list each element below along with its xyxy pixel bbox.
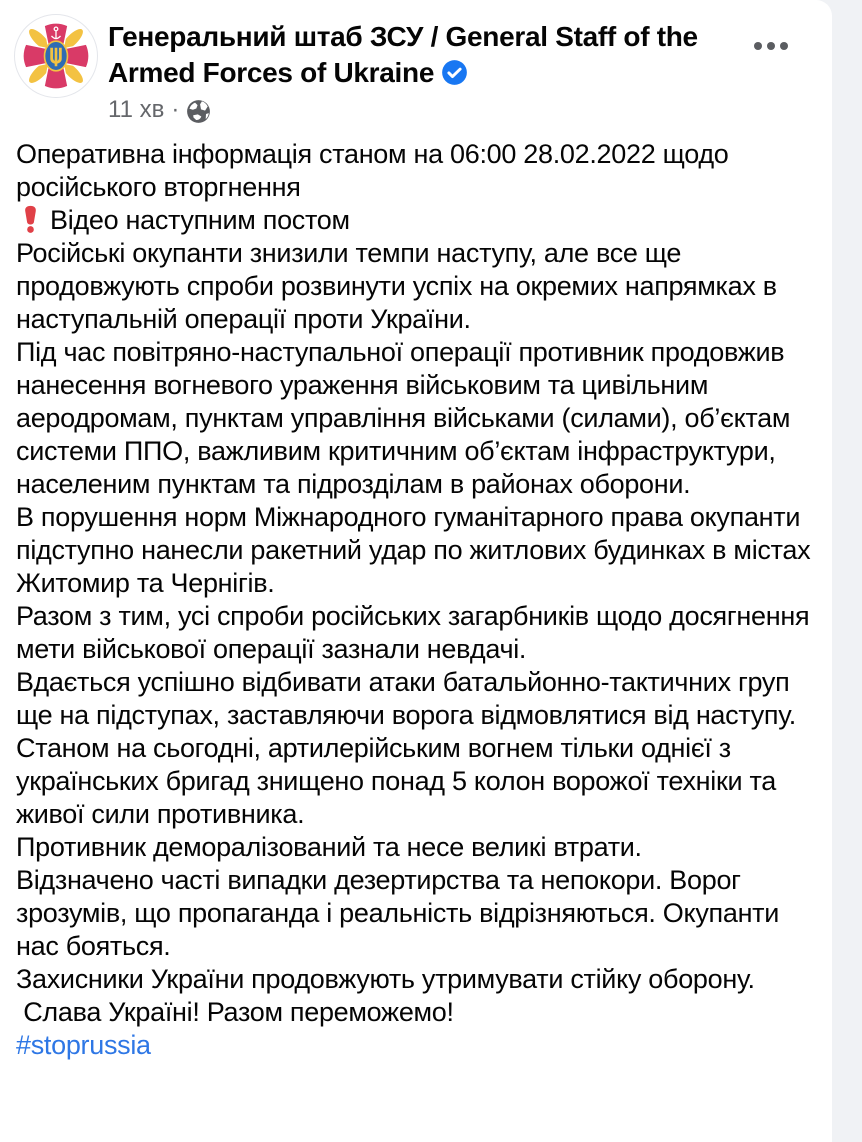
meta-separator: · bbox=[171, 96, 180, 123]
page-name-row bbox=[108, 19, 768, 91]
post-paragraph: Слава Україні! Разом переможемо! bbox=[16, 997, 454, 1027]
timestamp[interactable]: 11 хв bbox=[108, 96, 165, 123]
general-staff-emblem-icon bbox=[15, 15, 97, 97]
hashtag-link[interactable]: #stoprussia bbox=[16, 1030, 151, 1060]
post-paragraph: Відзначено часті випадки дезертирства та непокори. Ворог зрозумів, що пропаганда і реальність відрізняються. Окупанти нас бояться. bbox=[16, 865, 787, 961]
verified-badge-icon bbox=[441, 59, 468, 86]
post-paragraph: Захисники України продовжують утримувати стійку оборону. bbox=[16, 964, 755, 994]
post-paragraph: Противник деморалізований та несе великі втрати. bbox=[16, 832, 642, 862]
post-header-text bbox=[108, 14, 768, 124]
post-header bbox=[0, 0, 832, 124]
page-name[interactable]: Генеральний штаб ЗСУ / General Staff of the Armed Forces of Ukraine bbox=[108, 21, 698, 88]
ellipsis-dot bbox=[780, 42, 788, 50]
post-paragraph: Разом з тим, усі спроби російських загарбників щодо досягнення мети військової операції зазнали невдачі. bbox=[16, 601, 817, 664]
post-paragraph: Оперативна інформація станом на 06:00 28.02.2022 щодо російського вторгнення bbox=[16, 139, 736, 202]
post-hashtag-line bbox=[16, 1029, 816, 1062]
post-text bbox=[0, 124, 832, 1062]
post-paragraph: В порушення норм Міжнародного гуманітарного права окупанти підступно нанесли ракетний удар по житлових будинках в містах Житомир та Чернігів. bbox=[16, 502, 818, 598]
ellipsis-dot bbox=[754, 42, 762, 50]
red-exclamation-emoji bbox=[20, 205, 41, 234]
globe-public-icon bbox=[186, 99, 211, 124]
ellipsis-dot bbox=[767, 42, 775, 50]
post-paragraph: Російські окупанти знизили темпи наступу, але все ще продовжують спроби розвинути успіх на окремих напрямках в наступальній операції проти України. bbox=[16, 238, 784, 334]
post-alert-line bbox=[16, 204, 816, 237]
avatar[interactable] bbox=[14, 14, 98, 98]
post-paragraph: Під час повітряно-наступальної операції противник продовжив нанесення вогневого ураження військовим та цивільним аеродромам, пунктам управління військами (силами), об’єктам системи ППО, важливим критичним об’єктам інфраструктури, населеним пунктам та підрозділам в районах оборони. bbox=[16, 337, 798, 499]
post-alert-text: Відео наступним постом bbox=[50, 205, 350, 235]
more-options-button[interactable] bbox=[752, 36, 790, 56]
post-meta bbox=[108, 96, 768, 124]
post-paragraph: Вдається успішно відбивати атаки батальйонно-тактичних груп ще на підступах, заставляючи ворога відмовлятися від наступу. Станом на сьогодні, артилерійським вогнем тільки однієї з українських бригад знищено понад 5 колон ворожої техніки та живої сили противника. bbox=[16, 667, 804, 829]
